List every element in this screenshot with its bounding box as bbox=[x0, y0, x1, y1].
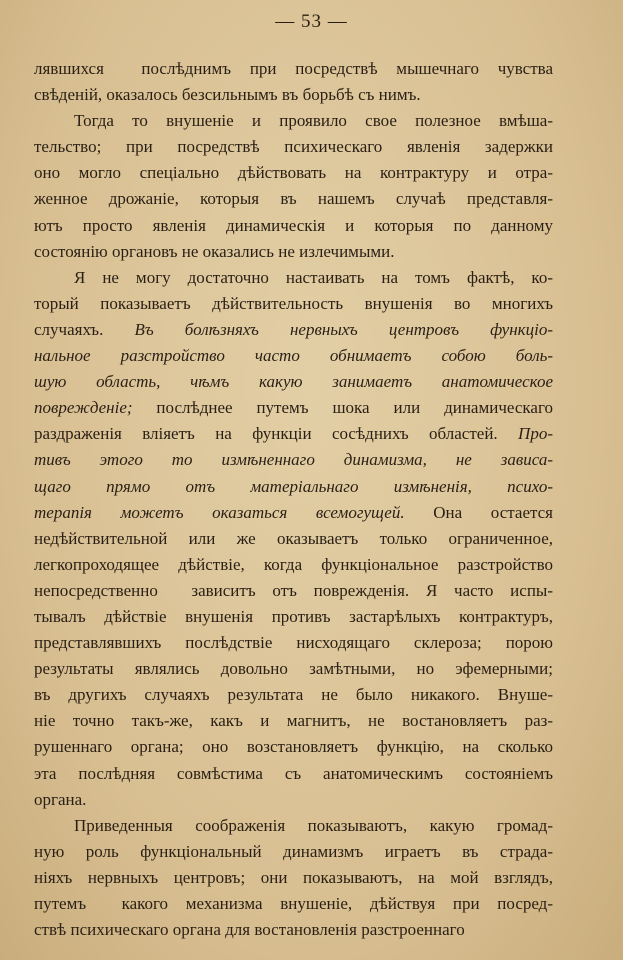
text-span: представлявшихъ послѣдствіе нисходящаго склероза; порою bbox=[34, 633, 553, 653]
text-span: легкопроходящее дѣйствіе, когда функціональное разстройство bbox=[34, 554, 553, 574]
text-span: торый показываетъ дѣйствительность внушенія во многихъ bbox=[34, 293, 553, 313]
page-number: — 53 — bbox=[275, 11, 348, 32]
text-span: Она остается bbox=[404, 502, 554, 522]
text-span: лявшихся послѣднимъ при посредствѣ мышечнаго чувства bbox=[34, 59, 553, 78]
text-span: оно могло спеціально дѣйствовать на контрактуру и отра- bbox=[34, 163, 553, 183]
text-span: случаяхъ. bbox=[34, 319, 135, 339]
text-line bbox=[34, 474, 553, 500]
text-line bbox=[34, 421, 553, 447]
text-line bbox=[34, 630, 553, 656]
paragraph bbox=[34, 56, 553, 108]
text-span: тельство; при посредствѣ психическаго явленія задержки bbox=[34, 137, 553, 157]
text-span: раздраженія вліяетъ на функціи сосѣднихъ областей. bbox=[34, 424, 519, 444]
text-line bbox=[34, 708, 553, 734]
text-line bbox=[34, 447, 553, 473]
text-line bbox=[34, 186, 553, 212]
italic-text-span: Про- bbox=[518, 424, 553, 444]
italic-text-span: нальное разстройство часто обнимаетъ собою боль- bbox=[34, 346, 553, 366]
paragraph bbox=[34, 813, 553, 943]
text-span: рушеннаго органа; оно возстановляетъ функцію, на сколько bbox=[34, 737, 553, 757]
text-span: женное дрожаніе, которыя въ нашемъ случаѣ представля- bbox=[34, 189, 553, 209]
text-span: ную роль функціональный динамизмъ играетъ въ страда- bbox=[34, 841, 553, 861]
italic-text-span: щаго прямо отъ матеріальнаго измѣненія, психо- bbox=[34, 476, 553, 496]
paragraph bbox=[34, 108, 553, 265]
text-span: тывалъ дѣйствіе внушенія противъ застарѣлыхъ контрактуръ, bbox=[34, 606, 553, 626]
text-span: ствѣ психическаго органа для востановленія разстроеннаго bbox=[34, 920, 465, 940]
text-line bbox=[34, 265, 553, 291]
text-line bbox=[34, 500, 553, 526]
text-span: результаты являлись довольно замѣтными, но эфемерными; bbox=[34, 659, 553, 679]
text-line bbox=[34, 839, 553, 865]
text-line bbox=[34, 917, 553, 943]
text-span: состоянію органовъ не оказались не излечимыми. bbox=[34, 241, 395, 261]
italic-text-span: Въ болѣзняхъ нервныхъ центровъ функціо- bbox=[134, 319, 553, 339]
text-line bbox=[34, 656, 553, 682]
text-span: ніяхъ нервныхъ центровъ; они показываютъ, на мой взглядъ, bbox=[34, 867, 553, 887]
text-line bbox=[34, 82, 553, 108]
text-line bbox=[34, 239, 553, 265]
text-line bbox=[34, 552, 553, 578]
text-line bbox=[34, 761, 553, 787]
italic-text-span: поврежденіе; bbox=[34, 398, 133, 418]
text-line bbox=[34, 813, 553, 839]
text-line bbox=[34, 526, 553, 552]
text-line bbox=[34, 213, 553, 239]
text-line bbox=[34, 56, 553, 82]
text-span: Тогда то внушеніе и проявило свое полезное вмѣша- bbox=[74, 111, 553, 131]
text-line bbox=[34, 734, 553, 760]
body-text bbox=[34, 56, 553, 943]
text-line bbox=[34, 317, 553, 343]
text-line bbox=[34, 787, 553, 813]
text-span: Приведенныя соображенія показываютъ, какую громад- bbox=[74, 815, 553, 835]
text-span: недѣйствительной или же оказываетъ только ограниченное, bbox=[34, 528, 553, 548]
text-line bbox=[34, 343, 553, 369]
text-span: свѣденій, оказалось безсильнымъ въ борьбѣ съ нимъ. bbox=[34, 85, 421, 105]
text-span: Я не могу достаточно настаивать на томъ фактѣ, ко- bbox=[74, 267, 553, 287]
text-line bbox=[34, 604, 553, 630]
text-span: въ другихъ случаяхъ результата не было никакого. Внуше- bbox=[34, 685, 553, 705]
text-line bbox=[34, 891, 553, 917]
text-line bbox=[34, 578, 553, 604]
text-line bbox=[34, 682, 553, 708]
italic-text-span: терапія можетъ оказаться всемогущей. bbox=[34, 502, 405, 522]
paragraph bbox=[34, 265, 553, 813]
italic-text-span: тивъ этого то измѣненнаго динамизма, не зависа- bbox=[34, 450, 553, 470]
italic-text-span: шую область, чѣмъ какую занимаетъ анатомическое bbox=[34, 372, 553, 392]
text-line bbox=[34, 134, 553, 160]
text-line bbox=[34, 160, 553, 186]
text-line bbox=[34, 369, 553, 395]
text-line bbox=[34, 395, 553, 421]
text-line bbox=[34, 865, 553, 891]
text-line bbox=[34, 291, 553, 317]
text-span: ютъ просто явленія динамическія и которыя по данному bbox=[34, 215, 553, 235]
text-span: послѣднее путемъ шока или динамическаго bbox=[132, 398, 553, 418]
text-span: путемъ какого механизма внушеніе, дѣйствуя при посред- bbox=[34, 894, 553, 913]
text-span: органа. bbox=[34, 789, 87, 809]
text-span: непосредственно зависитъ отъ поврежденія. Я часто испы- bbox=[34, 580, 553, 600]
text-span: эта послѣдняя совмѣстима съ анатомическимъ состояніемъ bbox=[34, 763, 553, 783]
text-span: ніе точно такъ-же, какъ и магнитъ, не востановляетъ раз- bbox=[34, 711, 553, 731]
text-line bbox=[34, 108, 553, 134]
